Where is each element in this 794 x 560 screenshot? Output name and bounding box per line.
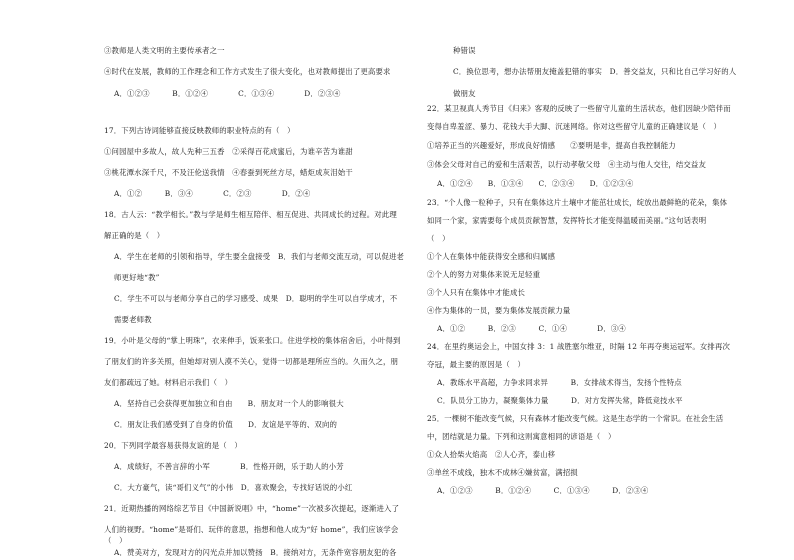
text-line: ①培养正当的兴趣爱好，形成良好情感 ②要明是非，提高自我控制能力 <box>427 141 676 150</box>
answer-options: A．①② B．③④ C．②③ D．②④ <box>114 189 311 198</box>
text-line: （ ） <box>427 234 450 243</box>
answer-options: A．教练水平高超，力争求同求异 B．女排战术得当，发扬个性特点 <box>437 378 682 387</box>
text-line: ③个人只有在集体中才能成长 <box>427 288 526 297</box>
text-line: 师更好地“教” <box>114 273 160 282</box>
text-line: 友们都疏远了她。材料启示我们（ ） <box>104 378 233 387</box>
text-line: ③单丝不成线，独木不成林④嫌贫富，满招损 <box>427 468 578 477</box>
text-line: 解正确的是（ ） <box>104 231 165 240</box>
question-22: 22．某卫视真人秀节目《归来》客观的反映了一些留守儿童的生活状态，他们因缺少陪伴而 <box>427 104 731 113</box>
answer-options: A．①② B．②③ C．①④ D．③④ <box>437 324 626 333</box>
answer-options: C．大方豪气，读“哥们义气”的小伟 D．喜欢聚会，专找好话说的小红 <box>114 483 353 492</box>
text-line: ③教师是人类文明的主要传承者之一 <box>104 46 225 55</box>
text-line: ①个人在集体中能获得安全感和归属感 <box>427 252 556 261</box>
text-line: 人们的视野。“home”是哥们、玩伴的意思，指想和他人成为“好 home”，我们应该学会 <box>104 525 399 534</box>
question-24: 24．在里约奥运会上，中国女排 3：1 战胜塞尔维亚，时隔 12 年再夺奥运冠军。女排再次 <box>427 342 731 351</box>
answer-options: C．学生不可以与老师分享自己的学习感受、成果 D．聪明的学生可以自学成才，不 <box>114 294 398 303</box>
answer-options: A．①②③ B．①②④ C．①③④ D．②③④ <box>437 486 649 495</box>
text-line: 种错误 <box>453 46 476 55</box>
answer-options: A．学生在老师的引领和指导，学生要全盘接受 B．我们与老师交流互动，可以促进老 <box>114 252 405 261</box>
text-line: ③体会父母对自己的爱和生活艰苦，以行动孝敬父母 ④主动与他人交往，结交益友 <box>427 160 707 169</box>
text-line: 中，团结就是力量。下列和这则寓意相同的谚语是（ ） <box>427 432 616 441</box>
answer-options: A．①②④ B．①③④ C．②③④ D．①②③④ <box>437 179 634 188</box>
text-line: 做朋友 <box>453 89 476 98</box>
text-line: ②个人的努力对集体来说无足轻重 <box>427 270 541 279</box>
question-18: 18．古人云：“教学相长。”教与学是师生相互陪伴、相互促进、共同成长的过程。对此理 <box>104 210 397 219</box>
answer-options: C．朋友让我们感受到了自身的价值 D．友谊是平等的、双向的 <box>114 420 338 429</box>
text-line: ③桃花潭水深千尺，不及汪伦送我情 ④春蚕到死丝方尽，蜡炬成灰泪始干 <box>104 168 353 177</box>
text-line: 如同一个家，家需要每个成员贡献智慧，发挥特长才能变得温暖而美丽。”这句话表明 <box>427 216 707 225</box>
text-line: 了朋友们的许多关照，但她却对别人漠不关心，觉得一切都是理所应当的。久而久之，朋 <box>104 357 399 366</box>
text-line: 变得自卑羞涩、暴力、花钱大手大脚、沉迷网络。你对这些留守儿童的正确建议是（ ） <box>427 122 722 131</box>
question-23: 23．“个人像一粒种子，只有在集体这片土壤中才能茁壮成长，绽放出最鲜艳的花朵，集体 <box>427 198 728 207</box>
question-19: 19．小叶是父母的“掌上明珠”，衣来伸手，饭来张口。住进学校的集体宿舍后，小叶得到 <box>104 336 401 345</box>
question-17: 17．下列古诗词能够直接反映教师的职业特点的有（ ） <box>104 126 295 135</box>
question-21: 21．近期热播的网络综艺节目《中国新说唱》中，“home”一次被多次提起，逐渐进入了 <box>104 504 400 513</box>
text-line: ④时代在发展，教师的工作理念和工作方式发生了很大变化，也对教师提出了更高要求 <box>104 67 391 76</box>
answer-options: A．赞美对方，发现对方的闪光点并加以赞扬 B．接纳对方，无条件宽容朋友犯的各 <box>114 548 397 557</box>
answer-options: C．队员分工协力，凝聚集体力量 D．对方发挥失常，降低竞技水平 <box>437 396 683 405</box>
answer-options: A．成绩好，不善言辞的小军 B．性格开朗，乐于助人的小芳 <box>114 462 344 471</box>
answer-options: A．①②③ B．①②④ C．①③④ D．②③④ <box>114 89 341 98</box>
question-20: 20．下列同学最容易获得友谊的是（ ） <box>104 441 242 450</box>
text-line: ①问园屋中多故人，故人先种三五香 ②采得百花成蜜后，为谁辛苦为谁甜 <box>104 147 353 156</box>
answer-options: A．坚持自己会获得更加独立和自由 B．朋友对一个人的影响很大 <box>114 399 344 408</box>
text-line: ①众人拾柴火焰高 ②人心齐，泰山移 <box>427 450 556 459</box>
text-line: 夺冠，最主要的原因是（ ） <box>427 360 526 369</box>
text-line: 需要老师教 <box>114 315 152 324</box>
answer-options: C．换位思考，想办法帮朋友掩盖犯错的事实 D．善交益友，只和比自己学习好的人 <box>453 67 737 76</box>
text-line: （ ） <box>104 536 127 545</box>
text-line: ④作为集体的一员，要为集体发展贡献力量 <box>427 306 571 315</box>
question-25: 25．一棵树不能改变气候，只有森林才能改变气候。这是生态学的一个常识。在社会生活 <box>427 414 724 423</box>
